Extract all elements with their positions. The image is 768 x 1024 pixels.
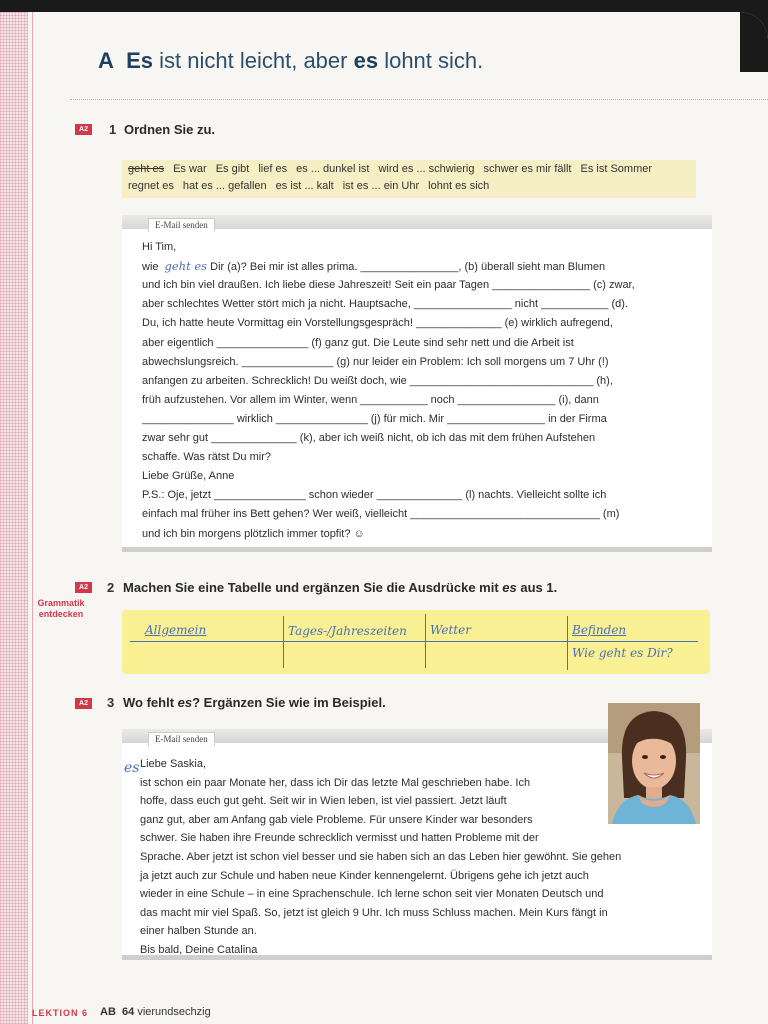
email-line: abwechslungsreich. _______________ (g) nur leider ein Problem: Ich soll morgens um 7 Uhr (!) xyxy=(142,355,609,368)
email-line: und ich bin viel draußen. Ich liebe diese Jahreszeit! Seit ein paar Tagen ________________ (c) zwar, xyxy=(142,279,635,292)
email-line: ganz gut, aber am Anfang gab viele Probleme. Für unsere Kinder war besonders xyxy=(140,813,533,826)
email-line: _______________ wirklich _______________ (j) für mich. Mir ________________ in der Firma xyxy=(142,412,607,425)
margin-strip xyxy=(0,12,28,1024)
email-line-start: wie xyxy=(142,261,159,274)
email-line: P.S.: Oje, jetzt _______________ schon wieder ______________ (l) nachts. Vielleicht sollte ich xyxy=(142,489,607,502)
email-line: Du, ich hatte heute Vormittag ein Vorstellungsgespräch! ______________ (e) wirklich aufregend, xyxy=(142,317,613,330)
email-line: früh aufzustehen. Vor allem im Winter, wenn ___________ noch ________________ (i), dann xyxy=(142,393,599,406)
table-column-header: Tages-/Jahreszeiten xyxy=(288,624,407,638)
email-line: Bis bald, Deine Catalina xyxy=(140,944,258,956)
table-header-line xyxy=(130,641,698,642)
exercise-1-title: Ordnen Sie zu. xyxy=(124,122,216,137)
email-line: Hi Tim, xyxy=(142,241,177,253)
page-title: A Es ist nicht leicht, aber es lohnt sich. xyxy=(98,48,484,73)
grammar-discover-label: Grammatik entdecken xyxy=(37,598,85,619)
lesson-label: LEKTION 6 xyxy=(32,1008,89,1018)
word-box-item: wird es ... schwierig xyxy=(378,163,475,175)
email-line: einer halben Stunde an. xyxy=(140,925,257,938)
level-badge: A2 xyxy=(75,582,92,593)
email-line: Liebe Saskia, xyxy=(140,758,207,770)
email-line: schaffe. Was rätst Du mir? xyxy=(142,451,271,464)
email-line: zwar sehr gut ______________ (k), aber ich weiß nicht, ob ich das mit dem frühen Aufstehen xyxy=(142,432,596,444)
email-line: aber schlechtes Wetter stört mich ja nicht. Hauptsache, ________________ nicht ___________ (d). xyxy=(142,298,628,311)
table-column-header: Wetter xyxy=(430,623,471,637)
email-send-tab[interactable]: E-Mail senden xyxy=(148,218,215,232)
title-divider xyxy=(70,99,768,100)
email-line: Sprache. Aber jetzt ist schon viel besser und sie haben sich an das Leben hier gewöhnt. Sie gehen xyxy=(140,851,622,863)
email-line: anfangen zu arbeiten. Schrecklich! Du weißt doch, wie ______________________________ (h), xyxy=(142,374,613,387)
table-divider xyxy=(567,616,568,670)
email-line xyxy=(142,257,605,277)
table-example-cell: Wie geht es Dir? xyxy=(572,646,673,660)
word-box-item: Es war xyxy=(173,163,207,175)
word-box-item: regnet es xyxy=(128,180,174,192)
word-box-item: es ... dunkel ist xyxy=(296,163,370,175)
exercise-1-number: 1 xyxy=(109,122,117,137)
level-badge: A2 xyxy=(75,124,92,135)
email-line: und ich bin morgens plötzlich immer topfit? ☺ xyxy=(142,527,365,540)
email-line: Liebe Grüße, Anne xyxy=(142,470,235,483)
portrait-photo xyxy=(608,703,700,824)
level-badge: A2 xyxy=(75,698,92,709)
highlight-table-area xyxy=(122,610,710,674)
page-number: AB 64 vierundsechzig xyxy=(100,1006,211,1018)
page-corner-shadow xyxy=(740,12,768,72)
email-line: wieder in eine Schule – in eine Sprachenschule. Ich lerne schon seit vier Monaten Deutsch und xyxy=(140,888,604,901)
email-line: schwer. Sie haben ihre Freunde schrecklich vermisst und hatten Probleme mit der xyxy=(140,832,539,845)
table-divider xyxy=(283,616,284,668)
word-box-item: es ist ... kalt xyxy=(275,180,334,192)
table-column-header: Befinden xyxy=(572,623,627,637)
word-box-item: lief es xyxy=(258,163,288,175)
word-box-item: ist es ... ein Uhr xyxy=(342,180,420,192)
email-line: aber eigentlich _______________ (f) ganz gut. Die Leute sind sehr nett und die Arbeit ist xyxy=(142,336,574,349)
exercise-2-title: Machen Sie eine Tabelle und ergänzen Sie die Ausdrücke mit es aus 1. xyxy=(123,580,558,595)
email-line-rest: Dir (a)? Bei mir ist alles prima. ________________, (b) überall sieht man Blumen xyxy=(207,261,606,274)
table-column-header: Allgemein xyxy=(145,623,207,637)
email-line: ist schon ein paar Monate her, dass ich Dir das letzte Mal geschrieben habe. Ich xyxy=(140,776,531,789)
handwritten-insert: es xyxy=(124,760,140,776)
table-divider xyxy=(425,614,426,668)
word-box-item: hat es ... gefallen xyxy=(182,180,267,192)
email-line: das macht mir viel Spaß. So, jetzt ist gleich 9 Uhr. Ich muss Schluss machen. Mein Kurs fängt in xyxy=(140,906,608,919)
email-send-tab[interactable]: E-Mail senden xyxy=(148,732,215,746)
margin-line xyxy=(32,12,33,1024)
word-box-item: Es gibt xyxy=(215,163,250,175)
email-line: hoffe, dass euch gut geht. Seit wir in Wien leben, ist viel passiert. Jetzt läuft xyxy=(140,795,507,808)
exercise-2-number: 2 xyxy=(107,580,115,595)
word-box-line-1 xyxy=(128,163,661,175)
word-box-line-2 xyxy=(128,180,498,192)
handwritten-answer: geht es xyxy=(164,259,208,274)
email-line: einfach mal früher ins Bett gehen? Wer weiß, vielleicht _______________________________ (m) xyxy=(142,508,620,521)
exercise-3-number: 3 xyxy=(107,695,115,710)
word-box-item: Es ist Sommer xyxy=(580,163,653,175)
woman-portrait-image xyxy=(608,703,700,824)
email-line: ja jetzt auch zur Schule und haben neue Kinder kennengelernt. Übrigens gehe ich jetzt auch xyxy=(140,869,589,882)
word-box-item: lohnt es sich xyxy=(428,180,490,192)
workbook-page xyxy=(0,12,768,1024)
word-box-item: geht es xyxy=(128,163,165,175)
word-box-item: schwer es mir fällt xyxy=(483,163,572,175)
exercise-3-title: Wo fehlt es? Ergänzen Sie wie im Beispiel. xyxy=(123,695,386,710)
